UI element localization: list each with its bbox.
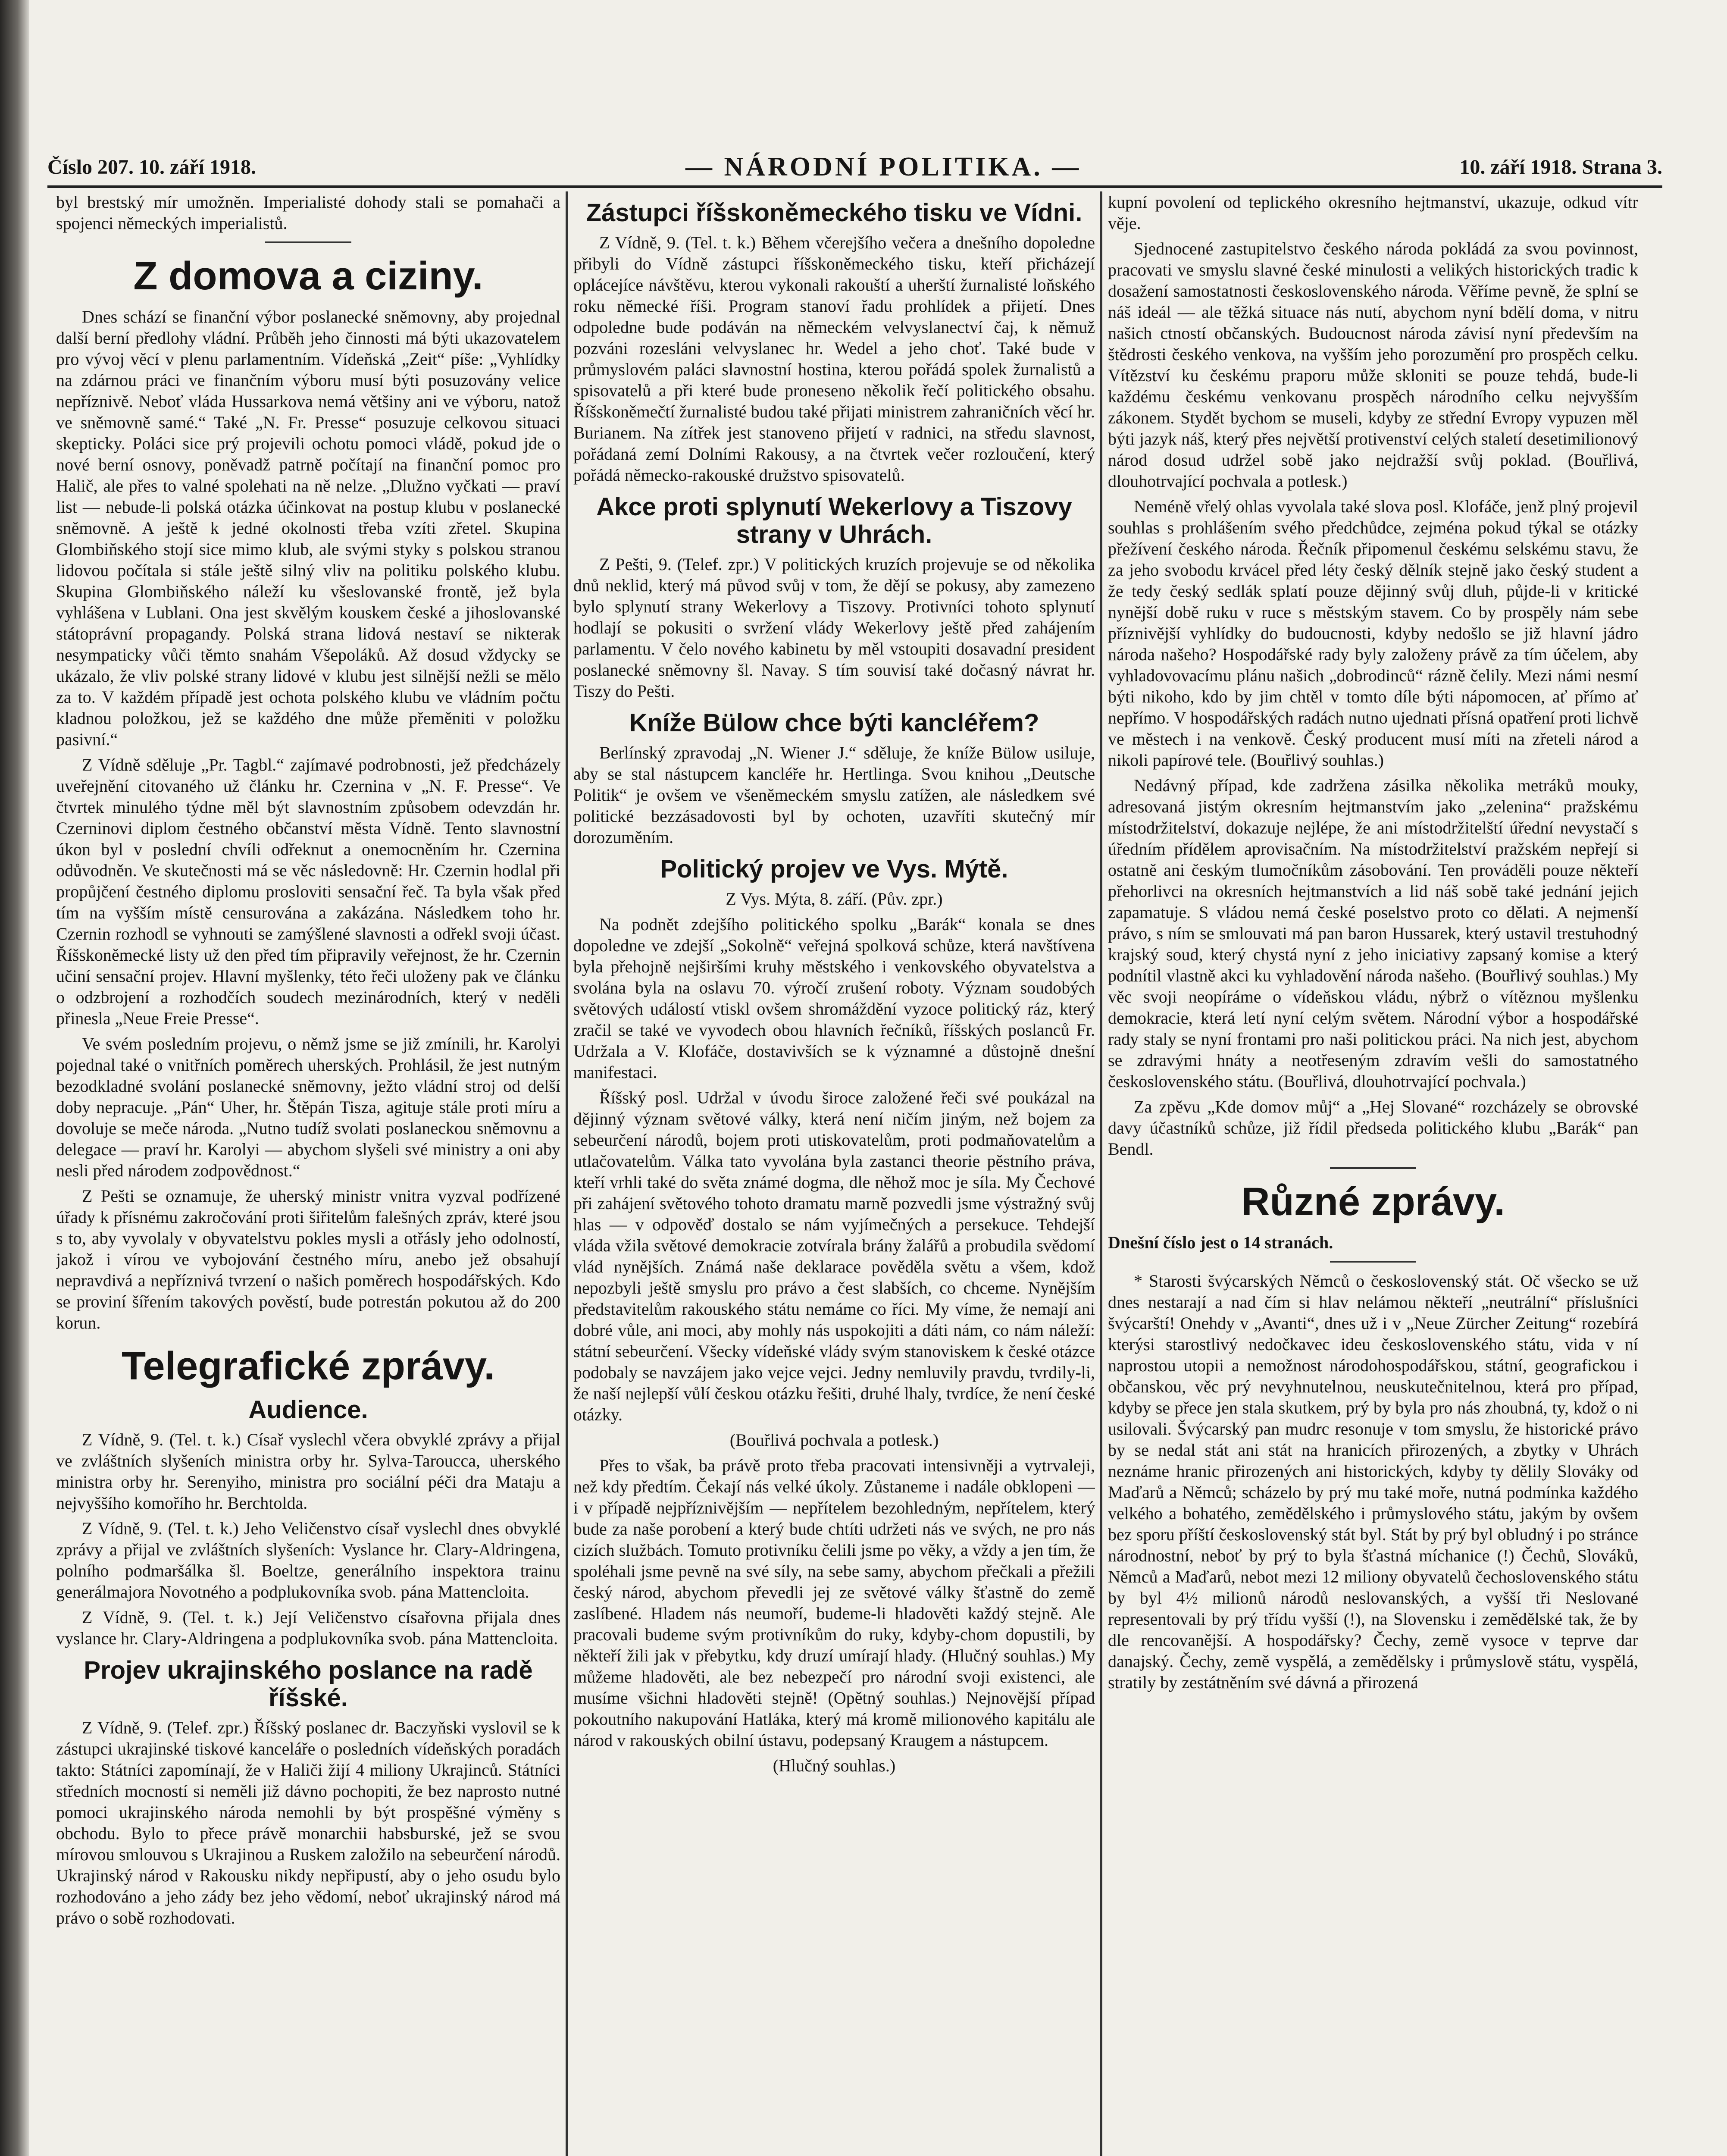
header-rule [47,185,1662,188]
column-2 [573,191,1095,2156]
article-paragraph: Na podnět zdejšího politického spolku „Barák“ konala se dnes dopoledne ve zdejší „Sokolně“ veřejná spolková schůze, která navštívena byla přehojně nejširšími kruhy městského i venkovského obyvatelstva a svolána byla na oslavu 70. výročí zrušení roboty. Význam soudobých světových událostí vtiskl ovšem shromáždění vyzoce politický ráz, který zračil se také ve vyvodech obou hlavních řečníků, říšských poslanců Fr. Udržala a V. Klofáče, dostavivších se k významné a důstojně dnešní manifestaci. [573,915,1095,1082]
column-divider [566,191,568,2156]
scan-edge [0,0,29,2156]
article-paragraph: Za zpěvu „Kde domov můj“ a „Hej Slované“ rozcházely se obrovské davy účastníků schůze, již řídil předseda politického klubu „Barák“ pan Bendl. [1108,1097,1638,1159]
section-heading-telegraf: Telegrafické zprávy. [122,1344,495,1388]
article-paragraph: Z Vídně, 9. (Tel. t. k.) Během včerejšího večera a dnešního dopoledne přibyli do Vídně zástupci říšskoněmeckého tisku, kteří přicházejí oplácejíce návštěvu, kterou vykonali rakouští a uherští žurnalisté loňského roku německé říši. Program stanoví řadu prohlídek a přijetí. Dnes odpoledne bude podáván na německém velvyslanectví čaj, k němuž pozváni rozesláni velvyslanec hr. Wedel a jeho choť. Také bude v průmyslovém paláci slavnostní hostina, kterou pořádá spolek žurnalistů a spisovatelů a při které bude proneseno několik řečí politického obsahu. Říšskoněmečtí žurnalisté budou také přijati ministrem zahraničních věcí hr. Burianem. Na zítřek jest stanoveno přijetí v radnici, na středu slavnost, pořádaná zemí Dolními Rakousy, a na čtvrtek večer rozloučení, který pořádá německo-rakouské družstvo spisovatelů. [573,233,1095,485]
article-paragraph: Ve svém posledním projevu, o němž jsme se již zmínili, hr. Karolyi pojednal také o vnitřních poměrech uherských. Prohlásil, že jest nutným bezodkladné svolání poslanecké sněmovny, ježto vládní stroj od delší doby nepracuje. „Pán“ Uher, hr. Štěpán Tisza, agituje stále proti míru a dovoluje se meče národa. „Nutno tudíž svolati poslaneckou sněmovnu a delegace — praví hr. Karolyi — abychom slyšeli své ministry a oni aby nesli před národem zodpovědnost.“ [56,1034,560,1180]
article-paragraph: Přes to však, ba právě proto třeba pracovati intensivněji a vytrvaleji, než kdy předtím. Čekají nás velké úkoly. Zůstaneme i nadále obklopeni — i v případě nejpříznivějším — nepřítelem bezohledným, nepřítelem, který bude za naše porobení a který bude chtíti udržeti nás ve svých, ne pro nás cizích službách. Tomuto protivníku čelili jsme po věky, a vždy a jen tím, že spoléhali jsme pevně na své síly, na sebe samy, abychom přečkali a přežili český národ, abychom převedli jej ze světové války šťastně do země zaslíbené. Hladem nás neumoří, budeme-li hladověti každý stejně. Ale pracovali budeme svým protivníkům do ruky, kdyby-chom dopustili, by někteří žili jak v přebytku, kdy druzí umírají hlady. (Hlučný souhlas.) My můžeme hladověti, ale bez nebezpečí pro národní svoji existenci, ale musíme všichni hladověti stejně! (Opětný souhlas.) Nejnovější případ pokoutního nakupování Hatláka, který má kromě milionového kapitálu ale národ v rakouských obilní ústavu, podepsaný Kraugem a nástupcem. [573,1456,1095,1750]
separator [1330,1167,1416,1169]
article-paragraph: Z Vídně, 9. (Tel. t. k.) Jeho Veličenstvo císař vyslechl dnes obvyklé zprávy a přijal ve zvláštních slyšeních: Vyslance hr. Clary-Aldringena, polního podmaršálka šl. Boeltze, generálního inspektora trainu generálmajora Novotného a podplukovníka svob. pána Mattencloita. [56,1519,560,1601]
column-divider [1100,191,1102,2156]
subheading-akce: Akce proti splynutí Wekerlovy a Tiszovy strany v Uhrách. [596,493,1072,548]
article-paragraph: Neméně vřelý ohlas vyvolala také slova posl. Klofáče, jenž plný projevil souhlas s prohlášením svého předchůdce, zejména pokud týkal se otázky přežívení českého národa. Řečník připomenul českému selskému stavu, že za jeho svobodu krvácel před léty český dělník stejně jako český student a že tedy český sedlák splatí pouze dějinný svůj dluh, půjde-li v kritické nynější době ruku v ruce s městským stavem. Co by prospěly nám sebe příznivější vyhlídky do budoucnosti, kdyby nedošlo se již hlavní jádro národa našeho? Hospodářské rady byly založeny právě za tím účelem, aby vyhladovovacímu plánu našich „dobrodinců“ rázně čelily. Mezi námi nesmí býti nikoho, kdo by jim chtěl v tomto díle býti nápomocen, ať přímo ať nepřímo. V hospodářských radách nutno ujednati přísná opatření proti lichvě ve městech i na venkově. Český producent musí míti na zřeteli národ a nikoli papírové tele. (Bouřlivý souhlas.) [1108,497,1638,770]
issue-note: Dnešní číslo jest o 14 stranách. [1108,1233,1333,1252]
subheading-audience: Audience. [248,1396,368,1424]
article-paragraph: Dnes schází se finanční výbor poslanecké sněmovny, aby projednal další berní předlohy vládní. Průběh jeho činnosti má býti ukazovatelem pro vývoj věcí v plenu parlamentním. Vídeňská „Zeit“ píše: „Vyhlídky na zdárnou práci ve finančním výboru musí býti posuzovány velice nepříznivě. Neboť vláda Hussarkova nemá většiny ani ve výboru, natož ve sněmovně samé.“ Také „N. Fr. Presse“ posuzuje celkovou situaci skepticky. Poláci sice prý projevili ochotu pomoci vládě, pokud jde o nové berní osnovy, poněvadž patrně počítají na finanční pomoc pro Halič, ale přes to valné spolehati na ně nelze. „Dlužno vyčkati — praví list — nebude-li polská otázka účinkovat na postup klubu v poslanecké sněmovně. A ještě k jedné okolnosti třeba vzíti zřetel. Skupina Glombiňského stojí sice mimo klub, ale svými styky s polskou stranou lidovou počítala si stále ještě silný vliv na politiku polského klubu. Skupina Glombiňského náleží ku všeslovanské frontě, jež byla vyhlášena v Lublani. Ona jest skvělým kouskem české a jihoslovanské státoprávní propagandy. Polská strana lidová nestaví se nikterak nesympaticky vůči těmto snahám Všepoláků. Až dosud vždycky se ukázalo, že vliv polské strany lidové v klubu jest silnější nežli se mělo za to. V každém případě jest ochota polského klubu ve vládním počtu kladnou položkou, jež se každého dne může přeměniti v položku pasivní.“ [56,307,560,749]
applause-note: (Hlučný souhlas.) [773,1756,896,1775]
subheading-vys-myto: Politický projev ve Vys. Mýtě. [660,855,1008,883]
column-1 [56,191,560,2156]
separator [1330,1261,1416,1263]
article-paragraph: Z Vídně, 9. (Tel. t. k.) Její Veličenstvo císařovna přijala dnes vyslance hr. Clary-Aldringena a podplukovníka svob. pána Mattencloita. [56,1608,560,1648]
subheading-zastupci: Zástupci říšskoněmeckého tisku ve Vídni. [586,199,1083,227]
date-page-right: 10. září 1918. Strana 3. [1459,156,1662,179]
page-header [47,147,1662,185]
article-paragraph: Z Pešti se oznamuje, že uherský ministr vnitra vyzval podřízené úřady k přísnému zakročování proti šiřitelům falešných zpráv, které jsou s to, aby vyvolaly v obyvatelstvu pokles mysli a otřásly jeho odolností, jakož i vírou ve vybojování čestného míru, anebo jež obsahují nepravdivá a nepříznivá tvrzení o našich poměrech hospodářských. Kdo se proviní šířením takových pověstí, bude potrestán pokutou až do 200 korun. [56,1186,560,1332]
dateline: Z Vys. Mýta, 8. září. (Pův. zpr.) [726,889,943,909]
applause-note: (Bouřlivá pochvala a potlesk.) [729,1430,939,1450]
subheading-ukrajinsky: Projev ukrajinského poslance na radě říšské. [84,1656,533,1712]
column-3 [1108,191,1638,2156]
article-paragraph: Z Vídně sděluje „Pr. Tagbl.“ zajímavé podrobnosti, jež předcházely uveřejnění citovaného už článku hr. Czernina v „N. F. Presse“. Ve čtvrtek minulého týdne měl být slavnostním způsobem odevzdán hr. Czerninovi diplom čestného občanství města Vídně. Tento slavnostní úkon byl v poslední chvíli odřeknut a onemocněním hr. Czernina odůvodněn. Ve skutečnosti má se věc následovně: Hr. Czernin hodlal při propůjčení čestného diplomu prosloviti sensační řeč. Ta byla však před tím na vyšším místě censurována a zakázána. Následkem toho hr. Czernin rozhodl se vyhnouti se zamýšlené slavnosti a odřekl svoji účast. Říšskoněmecké listy už den před tím připravily veřejnost, že hr. Czernin učiní sensační projev. Hlavní myšlenky, této řeči uloženy pak ve článku o odzbrojení a rozhodčích soudech mezinárodních, který v neděli přinesla „Neue Freie Presse“. [56,755,560,1028]
article-paragraph: Říšský posl. Udržal v úvodu široce založené řeči své poukázal na dějinný význam světové války, která není ničím jiným, než bojem za sebeurčení národů, bojem proti utiskovatelům, proti podmaňovatelům a utlačovatelům. Válka tato vyvolána byla zastanci theorie pěstního práva, kteří vrhli také do světa známé dogma, dle něhož moc je síla. My Čechové při zahájení světového tohoto dramatu marně pozvedli jsme výstražný svůj hlas — v odpověď dostalo se nám vyjímečných a persekuce. Tehdejší vláda vžila světové demokracie zotvírala brány žalářů a probudila svědomí vlád nynějších. Známá naše deklarace pověděla světu a všem, kdož nepozbyli ještě smyslu pro právo a čest slabších, co chceme. Nynějším představitelům rakouského státu nemáme co říci. My víme, že nemají ani dobré vůle, ani moci, aby mohly nás uspokojiti a dáti nám, co nám náleží: státní sebeurčení. Všecky vídeňské vlády svým stanoviskem k české otázce podobaly se navzájem jako vejce vejci. Jedny nemluvily pravdu, tvrdily-li, že naší nejlepší vůlí českou otázku řešiti, druhé lhaly, tvrdíce, že není české otázky. [573,1088,1095,1424]
article-paragraph: Z Vídně, 9. (Telef. zpr.) Říšský poslanec dr. Baczyňski vyslovil se k zástupci ukrajinské tiskové kanceláře o posledních vídeňských poradách takto: Státníci zapomínají, že v Haliči žijí 4 miliony Ukrajinců. Státníci středních mocností si neměli již dávno pochopiti, že bez naprosto nutné pomoci ukrajinského národa nemohli by být prospěšné výměny s obchodu. Bylo to přece právě monarchii habsburské, jež se svou mírovou smlouvou s Ukrajinou a Ruskem založilo na sebeurčení národů. Ukrajinský národ v Rakousku nikdy nepřipustí, aby o jeho osudu bylo rozhodováno a jeho zády bez jeho vědomí, neboť ukrajinský národ má právo o sobě rozhodovati. [56,1718,560,1927]
masthead: — NÁRODNÍ POLITIKA. — [685,152,1082,182]
article-paragraph: kupní povolení od teplického okresního hejtmanství, ukazuje, odkud vítr věje. [1108,192,1638,233]
subheading-bulow: Kníže Bülow chce býti kancléřem? [629,709,1039,737]
article-paragraph: Nedávný případ, kde zadržena zásilka několika metráků mouky, adresovaná jistým okresním hejtmanstvím jako „zelenina“ pražskému místodržitelství, dokazuje nejlépe, že ani místodržitelští úřední nevystačí s úředním přídělem aprovisačním. Na místodržitelství pražském nepřejí si ostatně ani českým tlumočníkům zásobování. Ten prováděli pouze někteří přehorlivci na okresních hejtmanstvích a lid náš sobě také jednání jejich zapamatuje. S vládou nemá české poselstvo proto co dělati. A nejmenší právo, s ním se smlouvati má pan baron Hussarek, který ustavil trestuhodný krajský soud, který chystá nyní z jeho iniciativy zapsaný komise a který podnítil vlastně akci ku vyhladovění národa našeho. (Bouřlivý souhlas.) My věc svoji neopíráme o vídeňskou vládu, nýbrž o vítěznou myšlenku demokracie, která letí nyní celým světem. Národní výbor a hospodářské rady staly se nyní frontami pro naši politickou práci. Na nich jest, abychom se zdravými hnáty a neotřeseným zdravím vešli do samostatného československého státu. (Bouřlivá, dlouhotrvající pochvala.) [1108,776,1638,1091]
article-paragraph: Z Vídně, 9. (Tel. t. k.) Císař vyslechl včera obvyklé zprávy a přijal ve zvláštních slyšeních ministra orby hr. Sylva-Taroucca, uherského ministra orby hr. Serenyiho, ministra pro sociální péči dra Mataju a nejvyššího komořího hr. Berchtolda. [56,1430,560,1513]
article-paragraph: Sjednocené zastupitelstvo českého národa pokládá za svou povinnost, pracovati ve smyslu slavné české minulosti a velikých historických tradic k dosažení samostatnosti československého národa. Věříme pevně, že splní se náš ideál — ale těžká situace nás nutí, abychom nyní bdělí doma, v nitru našich ctností občanských. Budoucnost národa závisí nyní především na štědrosti českého venkova, na vyšším jeho porozumění pro prospěch celku. Vítězství ku českému praporu může skloniti se pouze tehdá, bude-li každému českému venkovanu prospěch národního celku nejvyšším zákonem. Stydět bychom se museli, kdyby ze střední Evropy vypuzen měl býti jazyk náš, který přes největší protivenství celých staletí desetimilionový národ dosud udržel sobě jako nejdražší svůj poklad. (Bouřlivá, dlouhotrvající pochvala a potlesk.) [1108,239,1638,491]
separator [265,241,351,243]
article-paragraph: Berlínský zpravodaj „N. Wiener J.“ sděluje, že kníže Bülow usiluje, aby se stal nástupcem kancléře hr. Hertlinga. Svou knihou „Deutsche Politik“ je ovšem ve všeněmeckém smyslu zatížen, ale následkem své politické bezzásadovosti byl by ochoten, uzavříti skutečný mír dorozuměním. [573,743,1095,847]
section-heading-ruzne: Různé zprávy. [1241,1180,1505,1224]
issue-date-left: Číslo 207. 10. září 1918. [47,156,256,179]
section-heading-domova: Z domova a ciziny. [133,254,483,298]
article-paragraph: Z Pešti, 9. (Telef. zpr.) V politických kruzích projevuje se od několika dnů neklid, který má původ svůj v tom, že dějí se pokusy, aby zamezeno bylo splynutí strany Wekerlovy a Tiszovy. Protivníci tohoto splynutí hodlají se pokusiti o svržení vlády Wekerlovy ještě před zahájením parlamentu. V čelo nového kabinetu by měl vstoupiti dosavadní president poslanecké sněmovny šl. Navay. S tím souvisí také dočasný návrat hr. Tiszy do Pešti. [573,555,1095,701]
article-paragraph: * Starosti švýcarských Němců o československý stát. Oč všecko se už dnes nestarají a nad čím si hlav nelámou někteří „neutrální“ příslušníci švýcarští! Onehdy v „Avanti“, dnes už i v „Neue Zürcher Zeitung“ rozebírá kterýsi starostlivý nedočkavec ideu československého státu, vida v ní naprostou utopii a nemožnost národohospodářskou, státní, geografickou i občanskou, věc prý nevyhnutelnou, neuskutečnitelnou, která pro případ, kdyby se přece jen stala skutkem, prý by byla pro nás zhoubná, ty, kdož o ni usilovali. Švýcarský pan mudrc resonuje v tom smyslu, že historické právo by se nedal stát ani stát na hranicích přirozených, a zbytky v Uhrách neznáme hranic přirozených ani historických, kdyby ty dělily Slováky od Maďarů a Němců; scházelo by prý mu také moře, nutná podmínka každého velkého a bohatého, zemědělského i průmyslového státu, jakým by ovšem bez sporu příští československý stát byl. Stát by prý byl obludný i po stránce národnostní, neboť by prý to byla šťastná míchanice (!) Čechů, Slováků, Němců a Maďarů, nebot mezi 12 miliony obyvatelů čechoslovenského státu by byl 4½ milionů národů neslovanských, a vyšší tři Neslované representovali by prý třídu vyšší (!), na Slovensku i zemědělské tak, že by dle rencovanější. A hospodářsky? Čechy, země vysoce v teprve dar danajský. Čechy, země vyspělá, a zemědělsky i průmyslově státu, vyspělá, stratily by zestátněním své dávná a přirozená [1108,1271,1638,1692]
article-paragraph: byl brestský mír umožněn. Imperialisté dohody stali se pomahači a spojenci německých imperialistů. [56,192,560,233]
